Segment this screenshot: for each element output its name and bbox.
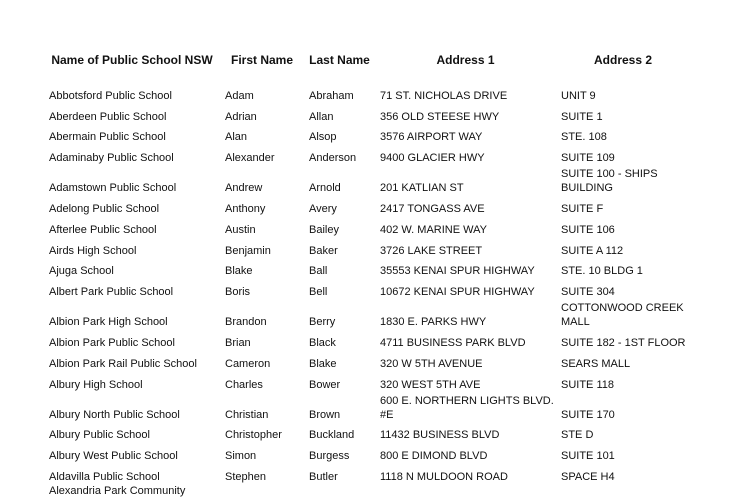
cell-school-name: Albury North Public School: [49, 408, 180, 421]
cell-school-name: Ajuga School: [49, 265, 114, 278]
cell-last-name: Buckland: [309, 429, 355, 442]
cell-last-name: Bailey: [309, 223, 339, 236]
header-first-name: First Name: [230, 53, 294, 67]
cell-address-1: 3726 LAKE STREET: [380, 244, 483, 257]
table-row: [44, 82, 694, 103]
cell-address-2: SUITE A 112: [561, 244, 624, 257]
cell-first-name: Cameron: [225, 357, 271, 370]
cell-last-name: Butler: [309, 470, 338, 483]
cell-school-name: Albion Park Rail Public School: [49, 357, 197, 370]
cell-last-name: Arnold: [309, 182, 341, 195]
cell-address-2: SUITE 118: [561, 378, 614, 391]
cell-address-1: 1118 N MULDOON ROAD: [380, 470, 508, 483]
cell-address-2: SUITE 101: [561, 450, 615, 463]
cell-address-1: 71 ST. NICHOLAS DRIVE: [380, 89, 508, 102]
cell-last-name: Abraham: [309, 89, 354, 102]
table-row: [44, 216, 694, 237]
cell-address-1: 320 WEST 5TH AVE: [380, 378, 481, 391]
cell-school-name: Albury West Public School: [49, 450, 178, 463]
table-row: [44, 350, 694, 371]
header-last-name: Last Name: [309, 53, 370, 67]
table-row: [44, 165, 694, 195]
table-row: [44, 124, 694, 145]
cell-address-1: 1830 E. PARKS HWY: [380, 316, 487, 329]
cell-address-2: UNIT 9: [561, 89, 596, 102]
cell-first-name: Andrew: [225, 182, 263, 195]
cell-address-2: SUITE 106: [561, 223, 615, 236]
cell-address-2: SUITE 1: [561, 110, 603, 123]
cell-address-2: COTTONWOOD CREEK MALL: [561, 302, 684, 329]
cell-last-name: Black: [309, 336, 336, 349]
table-row: [44, 371, 694, 392]
cell-last-name: Berry: [309, 316, 336, 329]
spreadsheet-page: [44, 42, 694, 498]
cell-address-2: SUITE 170: [561, 408, 615, 421]
cell-last-name: [304, 484, 375, 498]
header-school-name: Name of Public School NSW: [51, 53, 213, 67]
table-row: [44, 258, 694, 279]
cell-last-name: Alsop: [309, 131, 337, 144]
cell-address-1: 2417 TONGASS AVE: [380, 202, 485, 215]
table-row: [44, 103, 694, 124]
table-row: [44, 392, 694, 422]
cell-first-name: Charles: [225, 378, 263, 391]
cell-address-2: [556, 484, 694, 498]
cell-address-1: 600 E. NORTHERN LIGHTS BLVD. #E: [380, 394, 554, 421]
cell-last-name: Brown: [309, 408, 341, 421]
cell-first-name: Austin: [225, 223, 256, 236]
cell-school-name: Adelong Public School: [49, 202, 160, 215]
cell-first-name: Anthony: [225, 202, 266, 215]
header-address-1: Address 1: [436, 53, 495, 67]
table-row: [44, 299, 694, 329]
cell-school-name: Albury Public School: [49, 429, 150, 442]
cell-school-name: Aberdeen Public School: [49, 110, 167, 123]
cell-first-name: Adam: [225, 89, 254, 102]
cell-address-1: 10672 KENAI SPUR HIGHWAY: [380, 286, 535, 299]
cell-school-name: Albury High School: [49, 378, 143, 391]
cell-first-name: Christian: [225, 408, 269, 421]
table-row: [44, 442, 694, 463]
cell-first-name: Christopher: [225, 429, 282, 442]
cell-address-1: 3576 AIRPORT WAY: [380, 131, 483, 144]
cell-school-name: Abermain Public School: [49, 131, 166, 144]
table-row: [44, 278, 694, 299]
cell-address-2: STE. 108: [561, 131, 607, 144]
cell-address-1: 320 W 5TH AVENUE: [380, 357, 483, 370]
cell-address-1: 402 W. MARINE WAY: [380, 223, 487, 236]
cell-school-name: Afterlee Public School: [49, 223, 157, 236]
table-body: [44, 82, 694, 498]
cell-school-name: Abbotsford Public School: [49, 89, 172, 102]
cell-address-1: 11432 BUSINESS BLVD: [380, 429, 500, 442]
cell-address-1: 356 OLD STEESE HWY: [380, 110, 500, 123]
cell-address-1: 800 E DIMOND BLVD: [380, 450, 488, 463]
cell-first-name: Benjamin: [225, 244, 271, 257]
cell-first-name: Simon: [225, 450, 257, 463]
table-row: [44, 463, 694, 484]
cell-first-name: Blake: [225, 265, 253, 278]
cell-school-name: Albion Park Public School: [49, 336, 175, 349]
cell-school-name: Albion Park High School: [49, 316, 168, 329]
cell-last-name: Bower: [309, 378, 341, 391]
cell-last-name: Blake: [309, 357, 337, 370]
cell-last-name: Anderson: [309, 152, 357, 165]
table-row: [44, 422, 694, 443]
cell-address-2: SUITE 182 - 1ST FLOOR: [561, 336, 686, 349]
cell-address-1: 201 KATLIAN ST: [380, 182, 464, 195]
cell-first-name: Alan: [225, 131, 248, 144]
table-row: [44, 195, 694, 216]
cell-school-name: Adamstown Public School: [49, 182, 177, 195]
cell-first-name: Adrian: [225, 110, 257, 123]
cell-first-name: Stephen: [225, 470, 266, 483]
cell-address-1: 35553 KENAI SPUR HIGHWAY: [380, 265, 535, 278]
cell-address-1: 9400 GLACIER HWY: [380, 152, 485, 165]
cell-address-1: 4711 BUSINESS PARK BLVD: [380, 336, 526, 349]
cell-school-name: Airds High School: [49, 244, 137, 257]
cell-first-name: Brian: [225, 336, 251, 349]
table-row: [44, 329, 694, 350]
cell-school-name: Albert Park Public School: [49, 286, 174, 299]
cell-last-name: Ball: [309, 265, 328, 278]
cell-address-2: SUITE 304: [561, 286, 615, 299]
cell-first-name: [220, 484, 304, 498]
cell-last-name: Burgess: [309, 450, 350, 463]
cell-address-2: STE. 10 BLDG 1: [561, 265, 643, 278]
cell-first-name: Alexander: [225, 152, 275, 165]
table-row: [44, 484, 694, 498]
table-row: [44, 237, 694, 258]
cell-address-2: SUITE F: [561, 202, 604, 215]
cell-address-2: SPACE H4: [561, 470, 615, 483]
cell-address-2: SUITE 109: [561, 152, 615, 165]
cell-school-name: Alexandria Park Community: [49, 484, 186, 497]
schools-table: [44, 42, 694, 498]
header-address-2: Address 2: [594, 53, 653, 67]
cell-address-2: STE D: [561, 429, 594, 442]
cell-first-name: Boris: [225, 286, 251, 299]
cell-last-name: Allan: [309, 110, 334, 123]
cell-first-name: Brandon: [225, 316, 267, 329]
header-row: [44, 42, 694, 82]
cell-address-1: [375, 484, 556, 498]
table-row: [44, 144, 694, 165]
cell-last-name: Avery: [309, 202, 337, 215]
cell-address-2: SEARS MALL: [561, 357, 631, 370]
cell-school-name: Adaminaby Public School: [49, 152, 174, 165]
cell-last-name: Bell: [309, 286, 328, 299]
cell-school-name: Aldavilla Public School: [49, 470, 160, 483]
cell-last-name: Baker: [309, 244, 338, 257]
cell-address-2: SUITE 100 - SHIPS BUILDING: [561, 168, 658, 195]
